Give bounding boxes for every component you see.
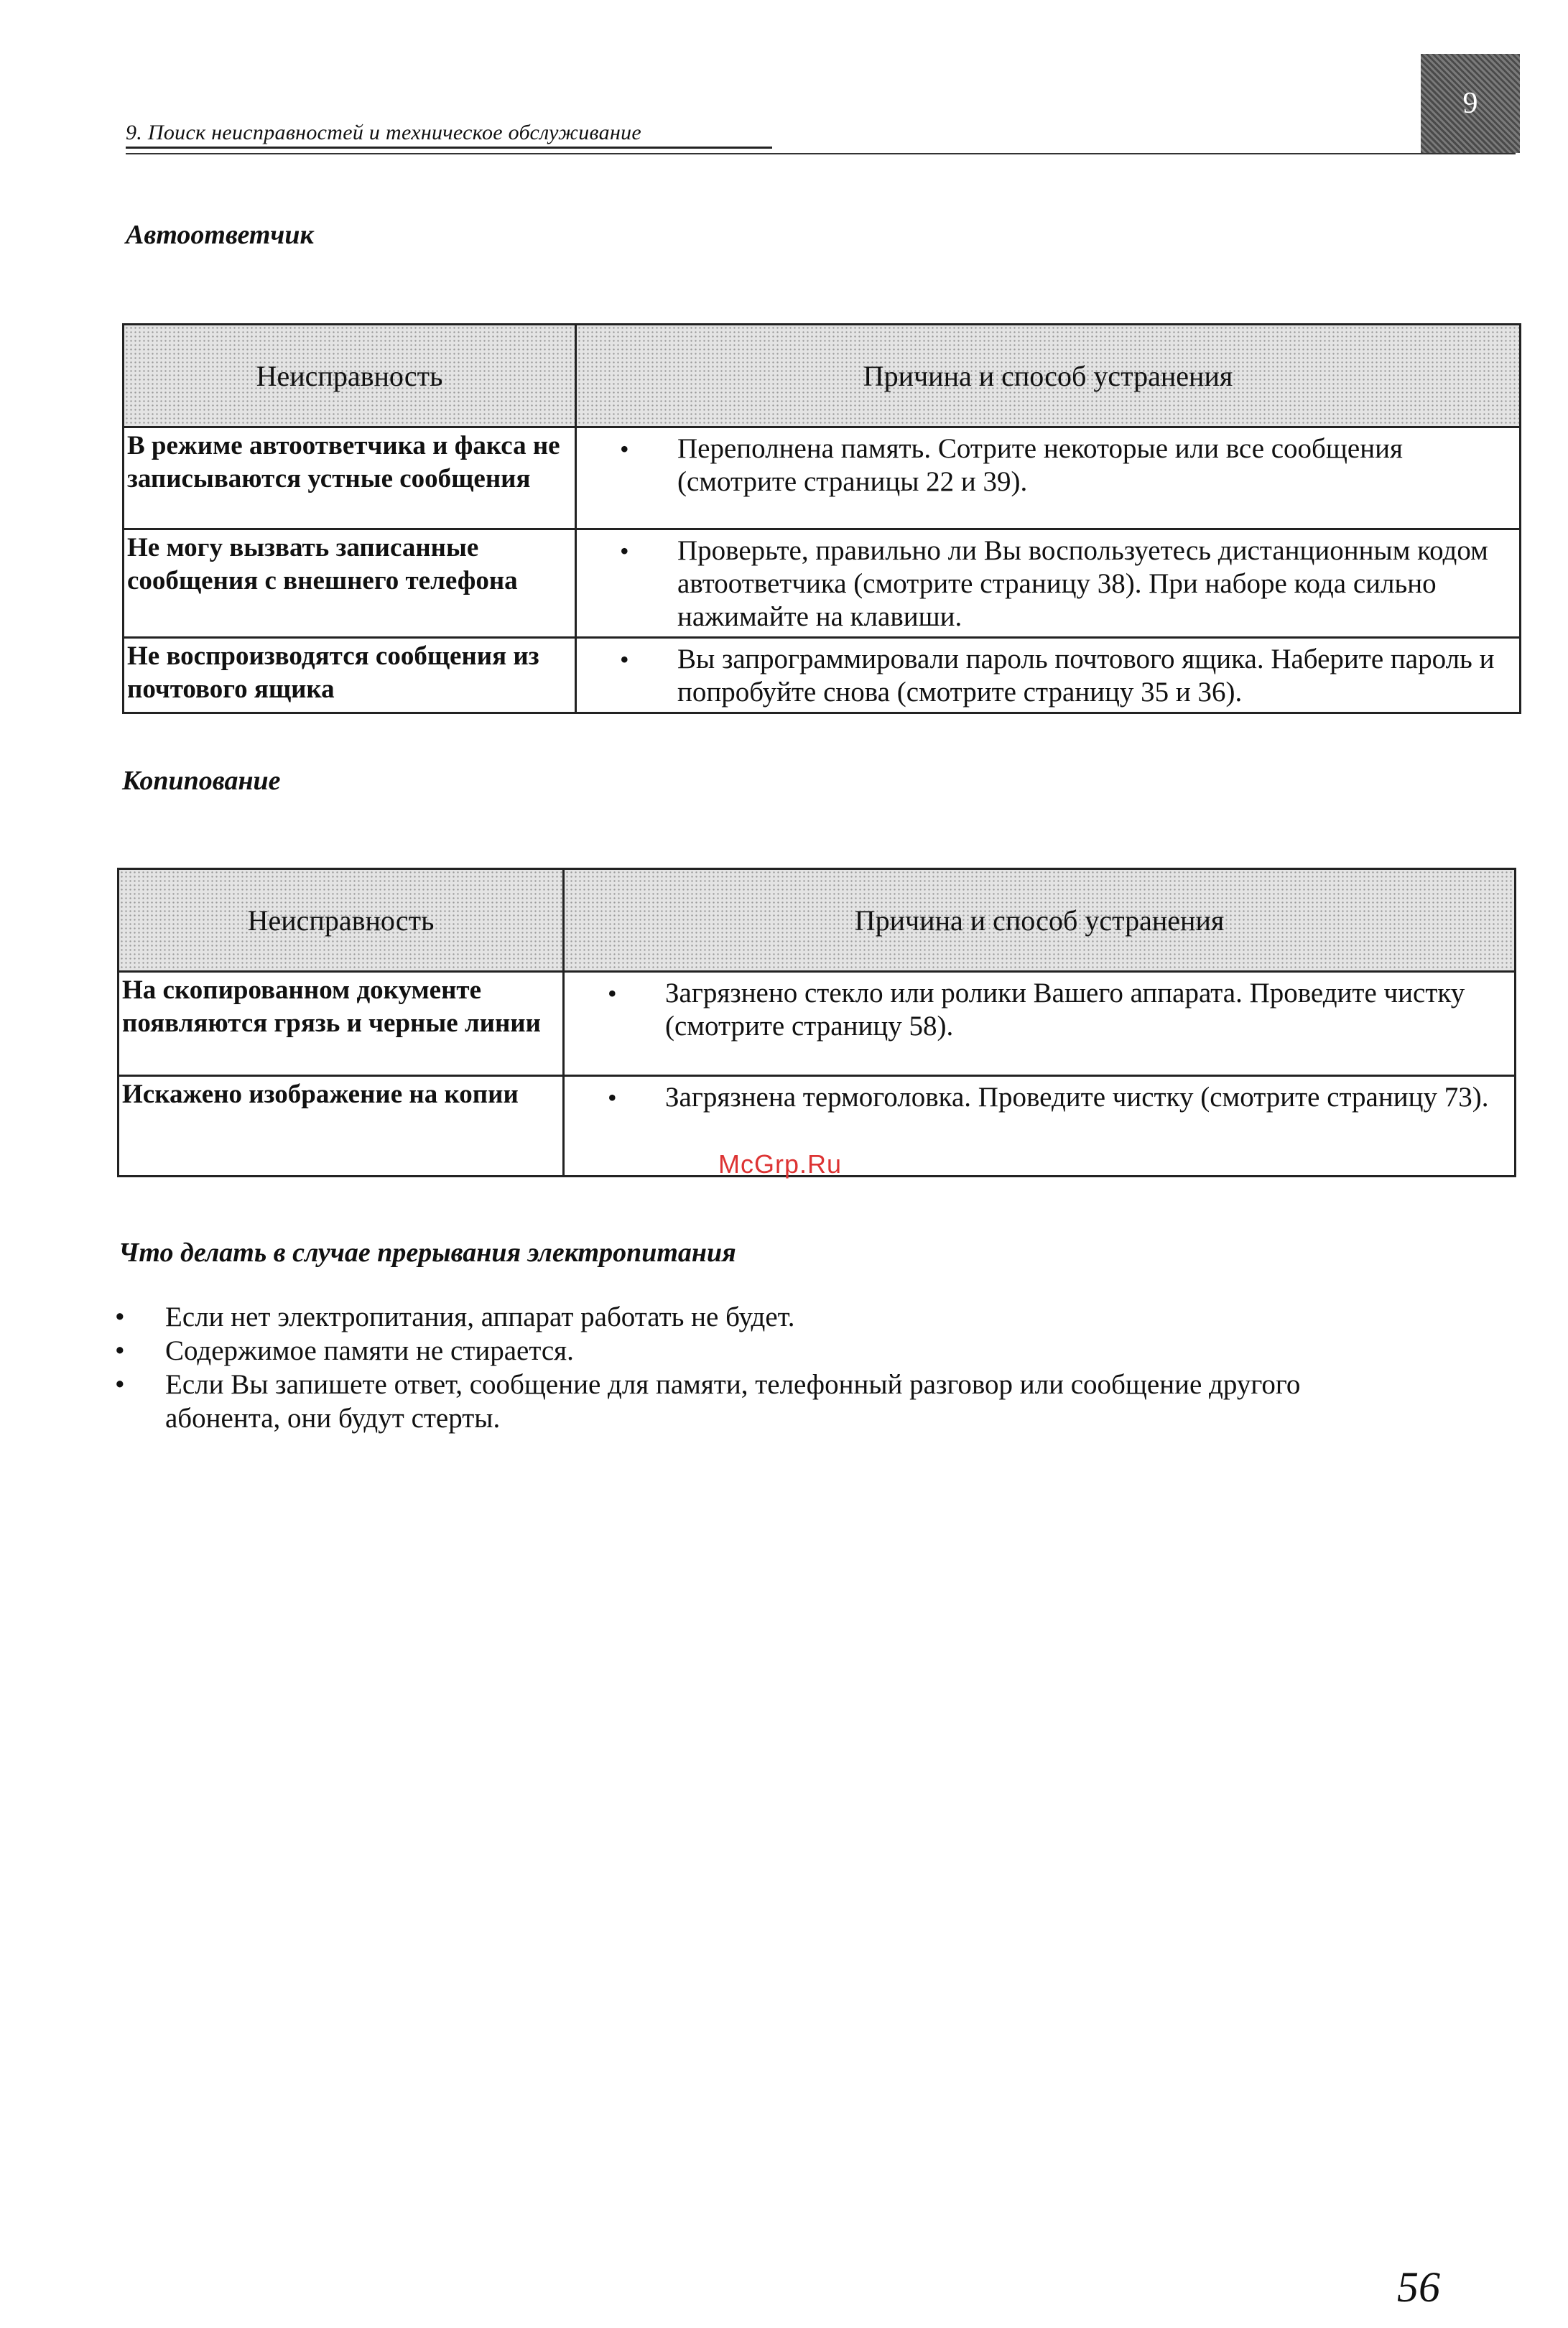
list-item <box>115 1334 1480 1368</box>
bullet-icon: • <box>608 1083 617 1112</box>
cause-text: Загрязнена термоголовка. Проведите чистку (смотрите страницу 73). <box>665 1082 1489 1113</box>
list-item-text: Если Вы запишете ответ, сообщение для памяти, телефонный разговор или сообщение другого абонента, они будут стерты. <box>165 1369 1301 1434</box>
answering-machine-table <box>122 323 1521 714</box>
cause-text: Переполнена память. Сотрите некоторые или все сообщения (смотрите страницы 22 и 39). <box>677 433 1403 497</box>
problem-cell <box>124 427 576 529</box>
cause-text: Загрязнено стекло или ролики Вашего аппарата. Проведите чистку (смотрите страницу 58). <box>665 978 1465 1042</box>
table-header-row <box>124 325 1521 427</box>
column-header-problem: Неисправность <box>124 325 576 427</box>
table-row <box>124 529 1521 638</box>
problem-cell <box>124 529 576 638</box>
cause-cell <box>564 972 1516 1076</box>
page-number: 56 <box>1397 2263 1440 2311</box>
cause-cell <box>576 529 1521 638</box>
problem-text: В режиме автоответчика и факса не записываются устные сообщения <box>127 431 560 493</box>
table-row <box>124 427 1521 529</box>
chapter-badge: 9 <box>1421 54 1520 153</box>
problem-text: Искажено изображение на копии <box>122 1080 519 1109</box>
column-header-problem: Неисправность <box>119 869 564 972</box>
bullet-icon: • <box>620 537 629 565</box>
list-item-text: Содержимое памяти не стирается. <box>165 1335 574 1366</box>
header-rule <box>126 153 1516 154</box>
table-row <box>119 972 1516 1076</box>
bullet-icon: • <box>115 1302 125 1332</box>
cause-cell <box>564 1076 1516 1177</box>
bullet-icon: • <box>608 979 617 1008</box>
cause-cell <box>576 638 1521 713</box>
watermark: McGrp.Ru <box>718 1149 843 1179</box>
problem-text: На скопированном документе появляются грязь и черные линии <box>122 975 541 1038</box>
list-item-text: Если нет электропитания, аппарат работать не будет. <box>165 1302 795 1332</box>
cause-text: Проверьте, правильно ли Вы воспользуетесь дистанционным кодом автоответчика (смотрите страницу 38). При наборе кода сильно нажимайте на клавиши. <box>677 535 1488 632</box>
bullet-icon: • <box>620 435 629 463</box>
problem-text: Не воспроизводятся сообщения из почтового ящика <box>127 641 539 704</box>
power-failure-list <box>115 1300 1480 1435</box>
column-header-cause: Причина и способ устранения <box>576 325 1521 427</box>
section-title-power-failure: Что делать в случае прерывания электропитания <box>119 1238 736 1268</box>
table-header-row <box>119 869 1516 972</box>
problem-text: Не могу вызвать записанные сообщения с внешнего телефона <box>127 533 518 595</box>
section-title-answering-machine: Автоответчик <box>126 220 314 250</box>
list-item <box>115 1300 1480 1334</box>
list-item <box>115 1368 1480 1435</box>
cause-text: Вы запрограммировали пароль почтового ящика. Наберите пароль и попробуйте снова (смотрите страницу 35 и 36). <box>677 644 1495 708</box>
problem-cell <box>124 638 576 713</box>
copying-table <box>117 868 1516 1177</box>
table-row <box>124 638 1521 713</box>
bullet-icon: • <box>115 1369 125 1400</box>
column-header-cause: Причина и способ устранения <box>564 869 1516 972</box>
section-title-copying: Копипование <box>122 766 281 796</box>
running-header: 9. Поиск неисправностей и техническое обслуживание <box>126 121 772 149</box>
cause-cell <box>576 427 1521 529</box>
problem-cell <box>119 1076 564 1177</box>
problem-cell <box>119 972 564 1076</box>
bullet-icon: • <box>620 645 629 674</box>
bullet-icon: • <box>115 1335 125 1366</box>
